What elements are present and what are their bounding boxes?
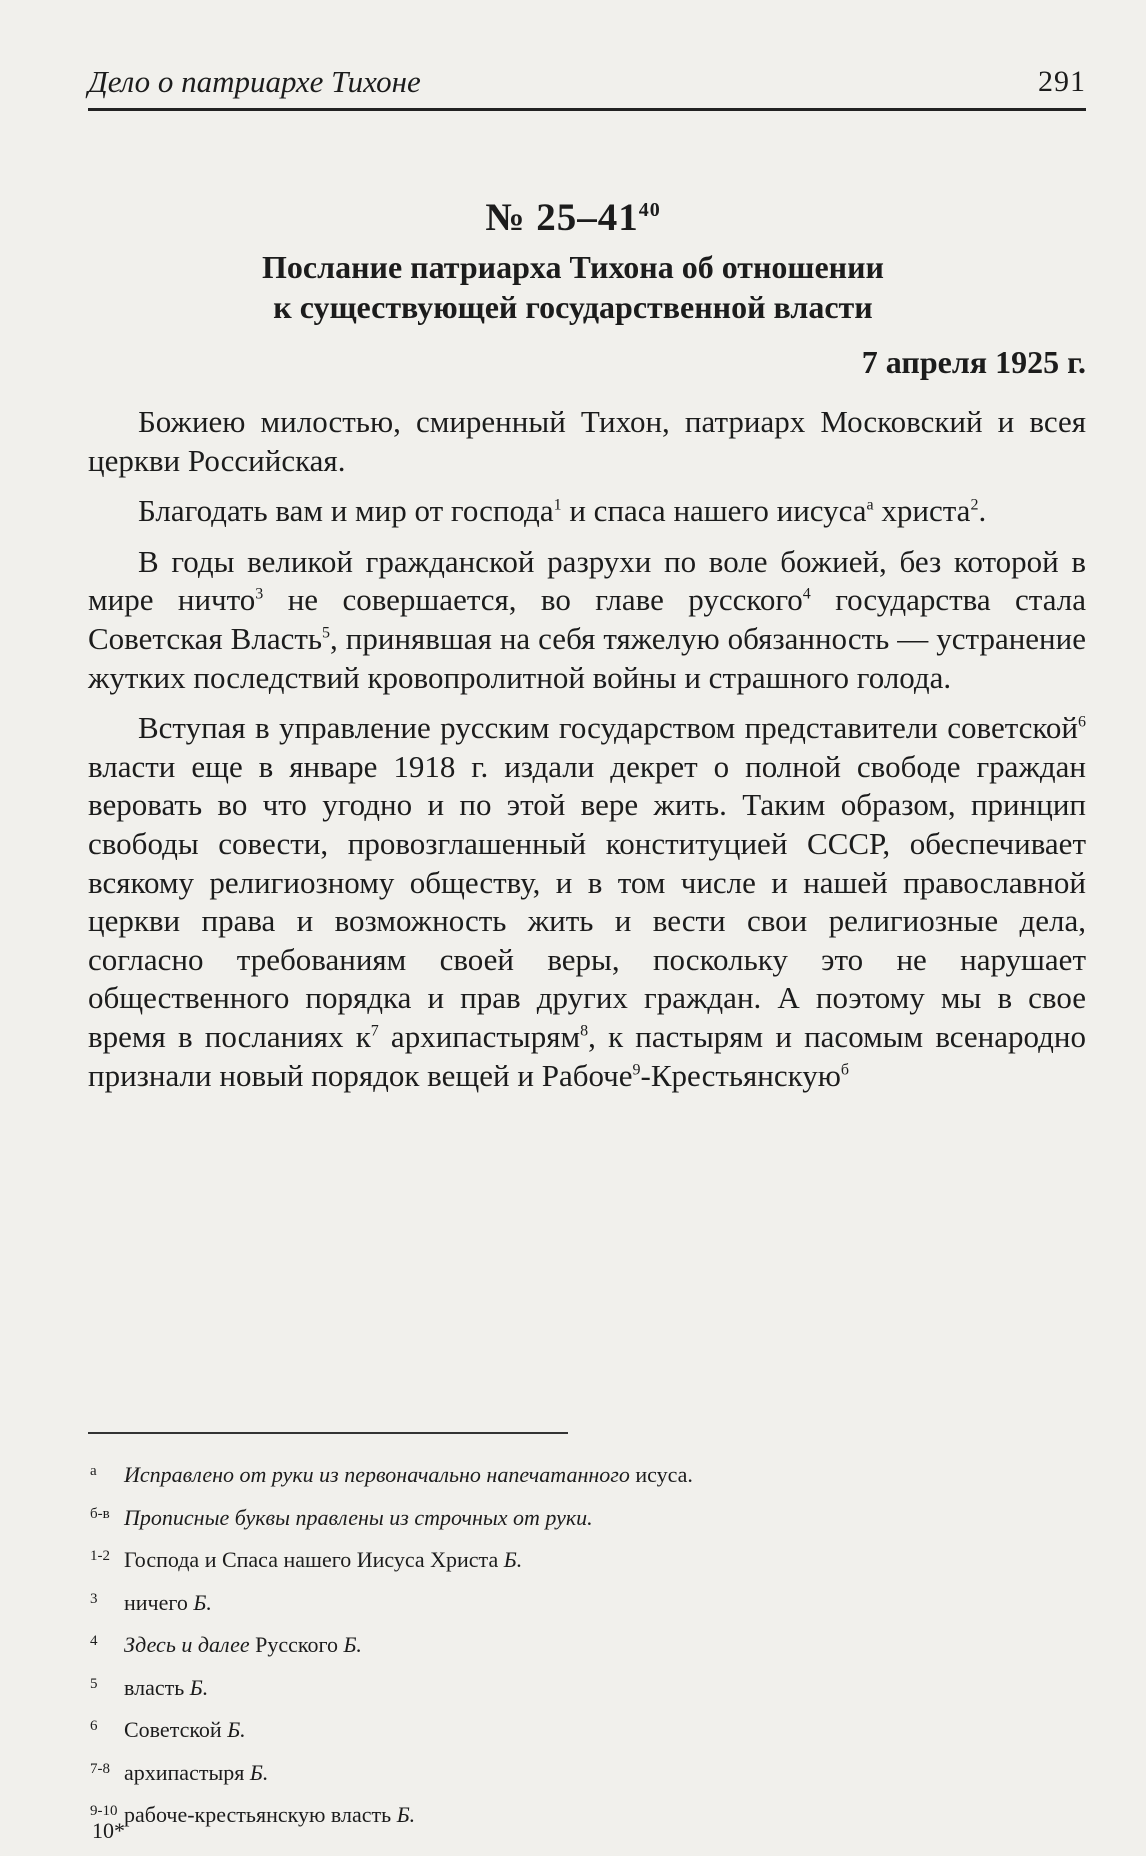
footnote-mark: 3	[90, 1590, 98, 1607]
footnote-text: Господа и Спаса нашего Иисуса Христа	[124, 1547, 504, 1572]
footnote-text: власть	[124, 1674, 190, 1700]
footnote-ref: 9	[632, 1061, 641, 1079]
footnote-ref: 1	[553, 496, 562, 514]
text-run: , к пастырям и пасомым всенародно признали новый порядок вещей и Рабоче	[88, 1018, 1087, 1093]
paragraph-blessing	[88, 492, 1086, 531]
footnote-text: рабоче-крестьянскую власть	[124, 1802, 397, 1827]
text-run: В годы великой гражданской разрухи по воле божией, без которой в мире ничто	[88, 543, 1086, 618]
footnote-italic: Здесь и далее	[124, 1632, 250, 1657]
footnote-ref: 7	[370, 1022, 379, 1040]
footnote-item	[90, 1750, 1080, 1793]
document-number-note: 40	[638, 199, 661, 221]
text-run: Вступая в управление русским государством представители советской	[138, 710, 1078, 746]
footnote-rule	[88, 1432, 568, 1434]
footnote-source: Б.	[396, 1802, 416, 1827]
footnote-ref: 4	[802, 586, 811, 604]
footnote-source: Б.	[189, 1674, 209, 1700]
footnote-text: ничего	[124, 1589, 194, 1615]
text-run: власти еще в январе 1918 г. издали декрет о полной свободе граждан веровать во что угодно и по этой вере жить. Таким образом, принцип свободы совести, провозглашенный конституцией СССР, обеспечивает всякому религиозному обществу, и в том числе и нашей православной церкви права и возможность жить и вести свои религиозные дела, согласно требованиям своей веры, поскольку это не нарушает общественного порядка и прав других граждан. А поэтому мы в свое время в посланиях к	[88, 748, 1086, 1054]
text-run: Благодать вам и мир от господа	[138, 493, 554, 529]
document-title-line-2: к существующей государственной власти	[273, 289, 873, 325]
footnote-italic: Исправлено от руки из первоначально напечатанного	[124, 1462, 630, 1487]
footnote-item	[90, 1622, 1080, 1665]
footnote-item	[90, 1580, 1080, 1623]
footnote-source: Б.	[227, 1717, 246, 1742]
document-date: 7 апреля 1925 г.	[861, 344, 1086, 380]
footnote-text: архипастыря	[124, 1759, 250, 1785]
footnote-ref: 2	[970, 496, 979, 514]
footnote-ref: 6	[1078, 713, 1086, 731]
running-head	[88, 66, 1086, 97]
text-run: не совершается, во главе русского	[263, 582, 803, 618]
footnote-text: Советской	[124, 1717, 228, 1742]
footnote-mark: 1-2	[90, 1548, 110, 1564]
footnote-ref: 3	[255, 586, 264, 604]
document-title	[170, 247, 976, 327]
footnote-source: Б.	[343, 1632, 362, 1657]
footnote-item	[90, 1792, 1080, 1835]
running-head-title: Дело о патриархе Тихоне	[88, 64, 421, 99]
text-run: -Крестьянскую	[640, 1057, 841, 1093]
footnote-source: Б.	[503, 1547, 523, 1572]
footnote-mark: б-в	[90, 1505, 110, 1522]
footnote-text: исуса.	[629, 1462, 693, 1487]
footnote-mark: 6	[90, 1718, 98, 1734]
text-run: государства стала Советская Власть	[88, 582, 1086, 656]
footnote-mark: 4	[90, 1633, 98, 1649]
document-number	[0, 195, 1146, 240]
text-run: и спаса нашего иисуса	[561, 493, 867, 529]
footnote-item	[90, 1495, 1080, 1538]
footnote-ref: 8	[580, 1022, 589, 1040]
footnote-item	[90, 1665, 1080, 1708]
footnote-italic: Прописные буквы правлены из строчных от руки.	[124, 1504, 593, 1530]
document-number-text: № 25–41	[485, 196, 639, 239]
paragraph-decree	[88, 709, 1086, 1095]
footnote-mark: 9-10	[90, 1803, 118, 1819]
document-title-line-1: Послание патриарха Тихона об отношении	[262, 249, 884, 285]
text-run: .	[978, 493, 987, 529]
paragraph-civil-war	[88, 543, 1086, 697]
footnote-item	[90, 1452, 1080, 1495]
footnote-item	[90, 1537, 1080, 1580]
footnote-mark: 7-8	[90, 1760, 110, 1777]
footnote-mark: а	[90, 1463, 97, 1479]
footnote-ref: б	[840, 1061, 850, 1079]
document-body	[88, 403, 1086, 1107]
text-run: , принявшая на себя тяжелую обязанность — устранение жутких последствий кровопролитной войны и страшного голода.	[88, 620, 1086, 695]
text-run: христа	[873, 493, 971, 529]
footnote-ref: а	[866, 496, 874, 514]
signature-mark: 10*	[92, 1818, 125, 1843]
footnote-source: Б.	[249, 1759, 269, 1785]
page-number: 291	[1038, 65, 1086, 98]
text-run: архипастырям	[378, 1018, 581, 1054]
footnote-ref: 5	[322, 624, 331, 642]
footnote-text: Русского	[249, 1632, 344, 1657]
paragraph-salutation: Божиею милостью, смиренный Тихон, патриарх Московский и всея церкви Российская.	[88, 404, 1086, 478]
footnotes	[90, 1452, 1080, 1835]
footnote-mark: 5	[90, 1675, 98, 1692]
header-rule	[88, 108, 1086, 111]
footnote-source: Б.	[193, 1589, 212, 1615]
footnote-item	[90, 1707, 1080, 1750]
